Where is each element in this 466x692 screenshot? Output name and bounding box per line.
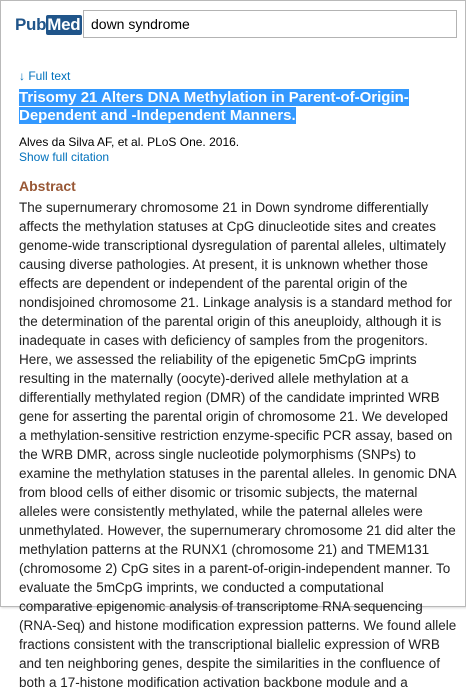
logo-med-text: Med [47, 15, 81, 34]
pubmed-logo[interactable] [15, 15, 82, 35]
show-full-citation-link[interactable]: Show full citation [19, 150, 110, 164]
article-content [19, 69, 457, 692]
article-title [19, 89, 457, 125]
header [1, 1, 465, 51]
abstract-text: The supernumerary chromosome 21 in Down syndrome differentially affects the methylation statuses at CpG dinucleotide sites and creates genome-wide transcriptional dysregulation of parental alleles, ultimately causing diverse pathologies. At present, it is unknown whether those effects are dependent or independent of the parental origin of the nondisjoined chromosome 21. Linkage analysis is a standard method for the determination of the parental origin of this aneuploidy, although it is inadequate in cases with deficiency of samples from the progenitors. Here, we assessed the reliability of the epigenetic 5mCpG imprints resulting in the maternally (oocyte)-derived allele methylation at a differentially methylated region (DMR) of the candidate imprinted WRB gene for asserting the parental origin of chromosome 21. We developed a methylation-sensitive restriction enzyme-specific PCR assay, based on the WRB DMR, across single nucleotide polymorphisms (SNPs) to examine the methylation statuses in the parental alleles. In genomic DNA from blood cells of either disomic or trisomic subjects, the maternal alleles were consistently methylated, while the paternal alleles were unmethylated. However, the supernumerary chromosome 21 did alter the methylation patterns at the RUNX1 (chromosome 21) and TMEM131 (chromosome 2) CpG sites in a parent-of-origin-independent manner. To evaluate the 5mCpG imprints, we conducted a computational comparative epigenomic analysis of transcriptome RNA sequencing (RNA-Seq) and histone modification expression patterns. We found allele fractions consistent with the transcriptional biallelic expression of WRB and ten neighboring genes, despite the similarities in the confluence of both a 17-histone modification activation backbone module and a [19, 200, 457, 690]
abstract-heading: Abstract [19, 178, 76, 194]
logo-pub-text: Pub [15, 15, 47, 34]
search-input[interactable] [83, 10, 457, 38]
citation: Alves da Silva AF, et al. PLoS One. 2016. [19, 135, 240, 149]
full-text-link[interactable]: ↓ Full text [19, 69, 71, 83]
article-title-text: Trisomy 21 Alters DNA Methylation in Parent-of-Origin-Dependent and -Independent Manners. [19, 89, 409, 124]
